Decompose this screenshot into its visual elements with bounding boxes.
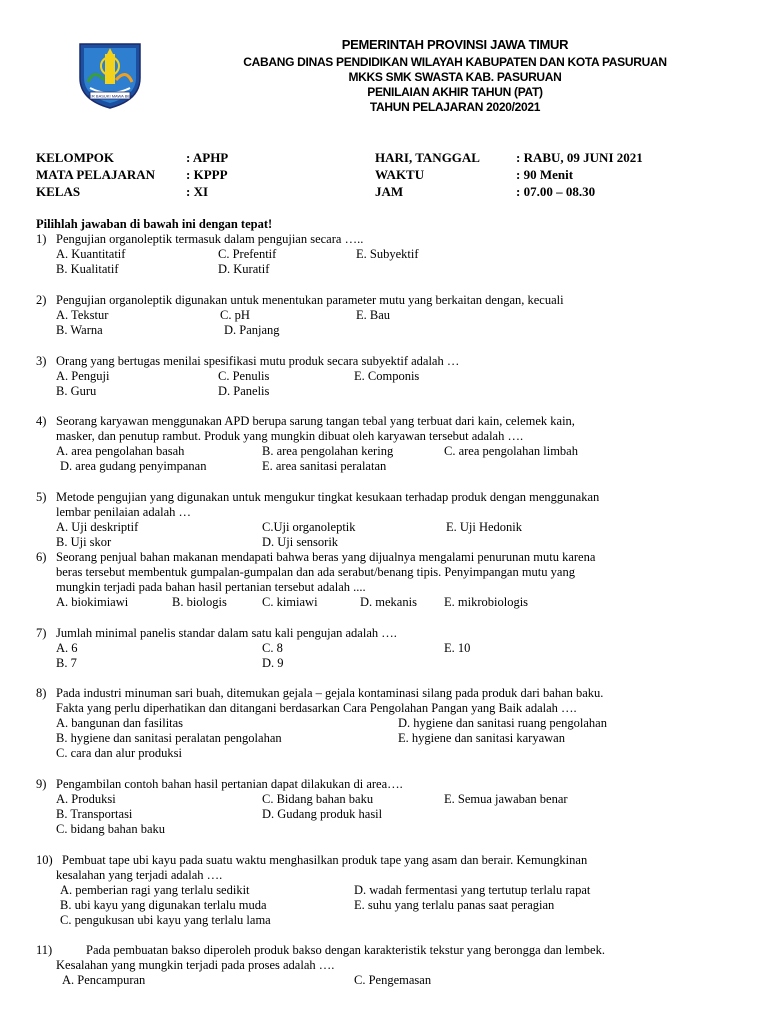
hari-label: HARI, TANGGAL	[375, 150, 480, 165]
question-number: 8)	[36, 686, 47, 700]
option: C. pH	[220, 308, 250, 322]
option: C. pengukusan ubi kayu yang terlalu lama	[60, 913, 271, 927]
option: B. area pengolahan kering	[262, 444, 394, 458]
option: A. Tekstur	[56, 308, 109, 322]
question-text-cont: kesalahan yang terjadi adalah ….	[56, 868, 223, 882]
option: E. mikrobiologis	[444, 595, 529, 609]
mapel-label: MATA PELAJARAN	[36, 167, 156, 182]
waktu-label: WAKTU	[375, 167, 425, 182]
question-text: Pengujian organoleptik termasuk dalam pengujian secara …..	[56, 232, 364, 246]
option: B. Guru	[56, 384, 97, 398]
mapel-value: : KPPP	[186, 167, 228, 182]
option: A. pemberian ragi yang terlalu sedikit	[60, 883, 250, 897]
option: C. cara dan alur produksi	[56, 746, 183, 760]
option: E. Componis	[354, 369, 420, 383]
option: D. Uji sensorik	[262, 535, 339, 549]
option: C. bidang bahan baku	[56, 822, 166, 836]
option: B. Warna	[56, 323, 103, 337]
option: C. Pengemasan	[354, 973, 432, 987]
option: E. area sanitasi peralatan	[262, 459, 387, 473]
question-text-cont: lembar penilaian adalah …	[56, 505, 192, 519]
option: A. Penguji	[56, 369, 110, 383]
option: A. Kuantitatif	[56, 247, 126, 261]
option: D. Panelis	[218, 384, 270, 398]
question-9	[36, 777, 732, 792]
option: C. Penulis	[218, 369, 270, 383]
kelompok-label: KELOMPOK	[36, 150, 114, 165]
question-10	[36, 853, 732, 868]
logo-motto: JER BASUKI MAWA BEA	[87, 93, 133, 99]
question-number: 6)	[36, 550, 47, 564]
option: C. 8	[262, 641, 283, 655]
question-text: Jumlah minimal panelis standar dalam satu kali pengujan adalah ….	[56, 626, 397, 640]
option: D. wadah fermentasi yang tertutup terlalu rapat	[354, 883, 591, 897]
hari-value: : RABU, 09 JUNI 2021	[516, 150, 643, 165]
question-6	[36, 550, 732, 565]
option: D. mekanis	[360, 595, 417, 609]
option: A. bangunan dan fasilitas	[56, 716, 184, 730]
question-11	[36, 943, 732, 958]
header-line-3: MKKS SMK SWASTA KAB. PASURUAN	[348, 70, 562, 84]
question-number: 3)	[36, 354, 47, 368]
question-4	[36, 414, 732, 429]
question-number: 10)	[36, 853, 53, 867]
option: B. Uji skor	[56, 535, 112, 549]
option: B. ubi kayu yang digunakan terlalu muda	[60, 898, 267, 912]
question-text-cont: masker, dan penutup rambut. Produk yang mungkin dibuat oleh karyawan tersebut adalah ….	[56, 429, 524, 443]
question-text-cont: Kesalahan yang mungkin terjadi pada proses adalah ….	[56, 958, 335, 972]
question-number: 5)	[36, 490, 47, 504]
option: B. hygiene dan sanitasi peralatan pengolahan	[56, 731, 282, 745]
question-number: 2)	[36, 293, 47, 307]
option: D. Kuratif	[218, 262, 270, 276]
header-line-1: PEMERINTAH PROVINSI JAWA TIMUR	[341, 37, 569, 52]
option: A. area pengolahan basah	[56, 444, 185, 458]
question-text-cont: Fakta yang perlu diperhatikan dan ditangani berdasarkan Cara Pengolahan Pangan yang Baik adalah ….	[56, 701, 577, 715]
question-text: Pengujian organoleptik digunakan untuk menentukan parameter mutu yang berkaitan dengan, kecuali	[56, 293, 564, 307]
option: B. Transportasi	[56, 807, 133, 821]
question-number: 9)	[36, 777, 47, 791]
header-line-4: PENILAIAN AKHIR TAHUN (PAT)	[367, 85, 543, 99]
option: B. Kualitatif	[56, 262, 119, 276]
question-text: Seorang karyawan menggunakan APD berupa sarung tangan tebal yang terbuat dari kain, celemek kain,	[56, 414, 575, 428]
option: A. Pencampuran	[62, 973, 146, 987]
question-text-cont: mungkin terjadi pada bahan hasil pertanian tersebut adalah ....	[56, 580, 366, 594]
option: B. biologis	[172, 595, 227, 609]
option: D. hygiene dan sanitasi ruang pengolahan	[398, 716, 607, 730]
option: E. Subyektif	[356, 247, 419, 261]
option: C. Prefentif	[218, 247, 277, 261]
question-number: 4)	[36, 414, 47, 428]
option: E. Semua jawaban benar	[444, 792, 568, 806]
option: D. area gudang penyimpanan	[60, 459, 207, 473]
instruction: Pilihlah jawaban di bawah ini dengan tepat!	[36, 217, 273, 231]
option: D. 9	[262, 656, 284, 670]
option: B. 7	[56, 656, 77, 670]
question-5	[36, 490, 732, 505]
option: A. Uji deskriptif	[56, 520, 139, 534]
question-number: 11)	[36, 943, 53, 957]
waktu-value: : 90 Menit	[516, 167, 574, 182]
question-text-cont: beras tersebut membentuk gumpalan-gumpalan dan ada serabut/benang tipis. Penyimpangan mutu yang	[56, 565, 575, 579]
question-text: Orang yang bertugas menilai spesifikasi mutu produk secara subyektif adalah …	[56, 354, 460, 368]
option: C. area pengolahan limbah	[444, 444, 578, 458]
kelompok-value: : APHP	[186, 150, 229, 165]
jam-label: JAM	[375, 184, 404, 199]
option: A. 6	[56, 641, 78, 655]
east-java-logo	[74, 40, 146, 110]
question-8	[36, 686, 732, 701]
option: C. kimiawi	[262, 595, 318, 609]
option: E. suhu yang terlalu panas saat peragian	[354, 898, 555, 912]
option: D. Gudang produk hasil	[262, 807, 383, 821]
header-line-2: CABANG DINAS PENDIDIKAN WILAYAH KABUPATEN DAN KOTA PASURUAN	[243, 55, 667, 69]
option: E. hygiene dan sanitasi karyawan	[398, 731, 565, 745]
option: E. Bau	[356, 308, 391, 322]
question-3	[36, 354, 732, 369]
header-line-5: TAHUN PELAJARAN 2020/2021	[369, 100, 541, 114]
question-text: Metode pengujian yang digunakan untuk mengukur tingkat kesukaan terhadap produk dengan menggunakan	[56, 490, 600, 504]
question-text: Pembuat tape ubi kayu pada suatu waktu menghasilkan produk tape yang asam dan berair. Kemungkinan	[62, 853, 588, 867]
option: E. 10	[444, 641, 471, 655]
kelas-value: : XI	[186, 184, 209, 199]
jam-value: : 07.00 – 08.30	[516, 184, 596, 199]
question-7	[36, 626, 732, 641]
option: E. Uji Hedonik	[446, 520, 523, 534]
kelas-label: KELAS	[36, 184, 81, 199]
question-text: Seorang penjual bahan makanan mendapati bahwa beras yang dijualnya mengalami penurunan mutu karena	[56, 550, 596, 564]
question-1	[36, 232, 732, 247]
question-number: 7)	[36, 626, 47, 640]
option: A. Produksi	[56, 792, 116, 806]
question-text: Pengambilan contoh bahan hasil pertanian dapat dilakukan di area….	[56, 777, 403, 791]
option: C.Uji organoleptik	[262, 520, 356, 534]
option: D. Panjang	[224, 323, 280, 337]
question-text: Pada industri minuman sari buah, ditemukan gejala – gejala kontaminasi silang pada produk dari bahan baku.	[56, 686, 604, 700]
option: A. biokimiawi	[56, 595, 129, 609]
question-number: 1)	[36, 232, 47, 246]
question-text: Pada pembuatan bakso diperoleh produk bakso dengan karakteristik tekstur yang berongga dan lembek.	[86, 943, 605, 957]
option: C. Bidang bahan baku	[262, 792, 374, 806]
question-2	[36, 293, 732, 308]
